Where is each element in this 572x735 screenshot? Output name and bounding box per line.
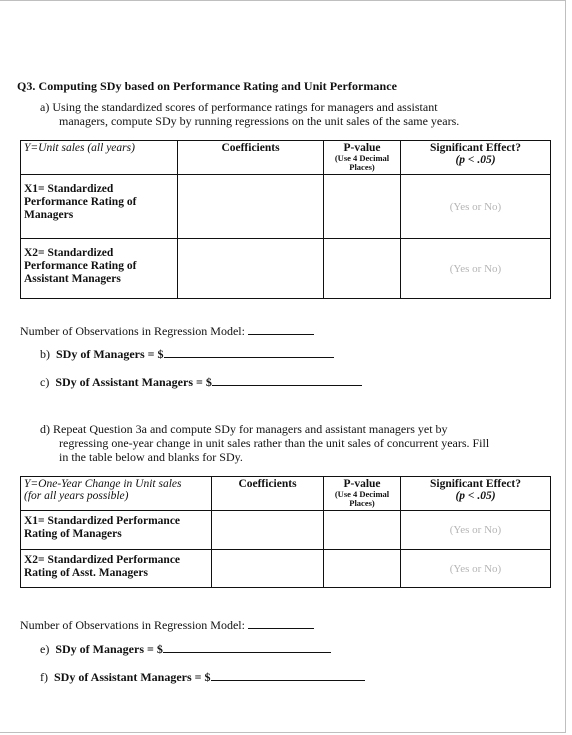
row-label-x2: X2= Standardized Performance Rating of Asst. Managers [21,550,212,588]
part-d-line-3: in the table below and blanks for SDy. [59,450,243,464]
table-row [21,511,551,550]
sdy-assistant-managers-blank-2[interactable] [211,669,365,681]
part-c-prefix: c) [40,375,50,389]
coefficient-cell-x2[interactable] [212,550,324,588]
observations-blank-1[interactable] [248,323,314,335]
significance-cell-x2[interactable]: (Yes or No) [401,550,551,588]
table-row [21,550,551,588]
significant-effect-header [401,141,551,175]
p-value-header-title: P-value [343,478,381,490]
part-b-prefix: b) [40,347,50,361]
significant-effect-header-title: Significant Effect? [429,478,522,490]
part-c-label: SDy of Assistant Managers = $ [55,375,212,389]
part-f-prefix: f) [40,670,48,684]
table-row [21,239,551,299]
p-value-header-title: P-value [343,142,381,154]
p-value-cell-x1[interactable] [324,511,401,550]
coefficient-cell-x1[interactable] [178,175,324,239]
regression-table-1 [20,140,551,299]
significant-effect-header [401,477,551,511]
sdy-managers-blank-2[interactable] [163,641,331,653]
row-label-x1: X1= Standardized Performance Rating of Managers [21,175,178,239]
regression-table-2 [20,476,551,588]
y-variable-label: Y=Unit sales (all years) [21,141,178,175]
observations-line-1 [20,323,314,338]
observations-label-1: Number of Observations in Regression Model: [20,324,245,338]
p-value-header-note: (Use 4 Decimal Places) [334,489,390,508]
significant-effect-header-note: (p < .05) [455,490,496,502]
part-b-line [40,346,334,361]
sdy-assistant-managers-blank-1[interactable] [212,374,362,386]
p-value-cell-x2[interactable] [324,550,401,588]
coefficient-cell-x1[interactable] [212,511,324,550]
y-variable-label-line-2: (for all years possible) [24,490,129,502]
significance-cell-x1[interactable]: (Yes or No) [401,511,551,550]
observations-label-2: Number of Observations in Regression Model: [20,618,245,632]
observations-blank-2[interactable] [248,617,314,629]
part-f-label: SDy of Assistant Managers = $ [54,670,211,684]
significant-effect-header-note: (p < .05) [455,154,496,166]
significant-effect-header-title: Significant Effect? [429,142,522,154]
question-heading: Q3. Computing SDy based on Performance Rating and Unit Performance [17,79,397,93]
part-e-prefix: e) [40,642,50,656]
part-b-label: SDy of Managers = $ [56,347,164,361]
y-variable-label [21,477,212,511]
part-e-label: SDy of Managers = $ [55,642,163,656]
p-value-header-note: (Use 4 Decimal Places) [334,153,390,172]
sdy-managers-blank-1[interactable] [164,346,334,358]
part-d-line-1: d) Repeat Question 3a and compute SDy for managers and assistant managers yet by [40,422,448,436]
p-value-header [324,477,401,511]
part-f-line [40,669,365,684]
part-e-line [40,641,331,656]
row-label-x2: X2= Standardized Performance Rating of Assistant Managers [21,239,178,299]
p-value-header [324,141,401,175]
y-variable-label-line-1: Y=One-Year Change in Unit sales [24,478,182,490]
p-value-cell-x2[interactable] [324,239,401,299]
table-row [21,175,551,239]
coefficient-cell-x2[interactable] [178,239,324,299]
table-header-row [21,477,551,511]
significance-cell-x2[interactable]: (Yes or No) [401,239,551,299]
observations-line-2 [20,617,314,632]
coefficients-header: Coefficients [212,477,324,511]
significance-cell-x1[interactable]: (Yes or No) [401,175,551,239]
row-label-x1: X1= Standardized Performance Rating of Managers [21,511,212,550]
part-a-line-2: managers, compute SDy by running regressions on the unit sales of the same years. [59,114,460,128]
table-header-row [21,141,551,175]
p-value-cell-x1[interactable] [324,175,401,239]
coefficients-header: Coefficients [178,141,324,175]
part-a-line-1: a) Using the standardized scores of performance ratings for managers and assistant [40,100,438,114]
part-d-line-2: regressing one-year change in unit sales rather than the unit sales of concurrent years. Fill [59,436,490,450]
part-c-line [40,374,362,389]
